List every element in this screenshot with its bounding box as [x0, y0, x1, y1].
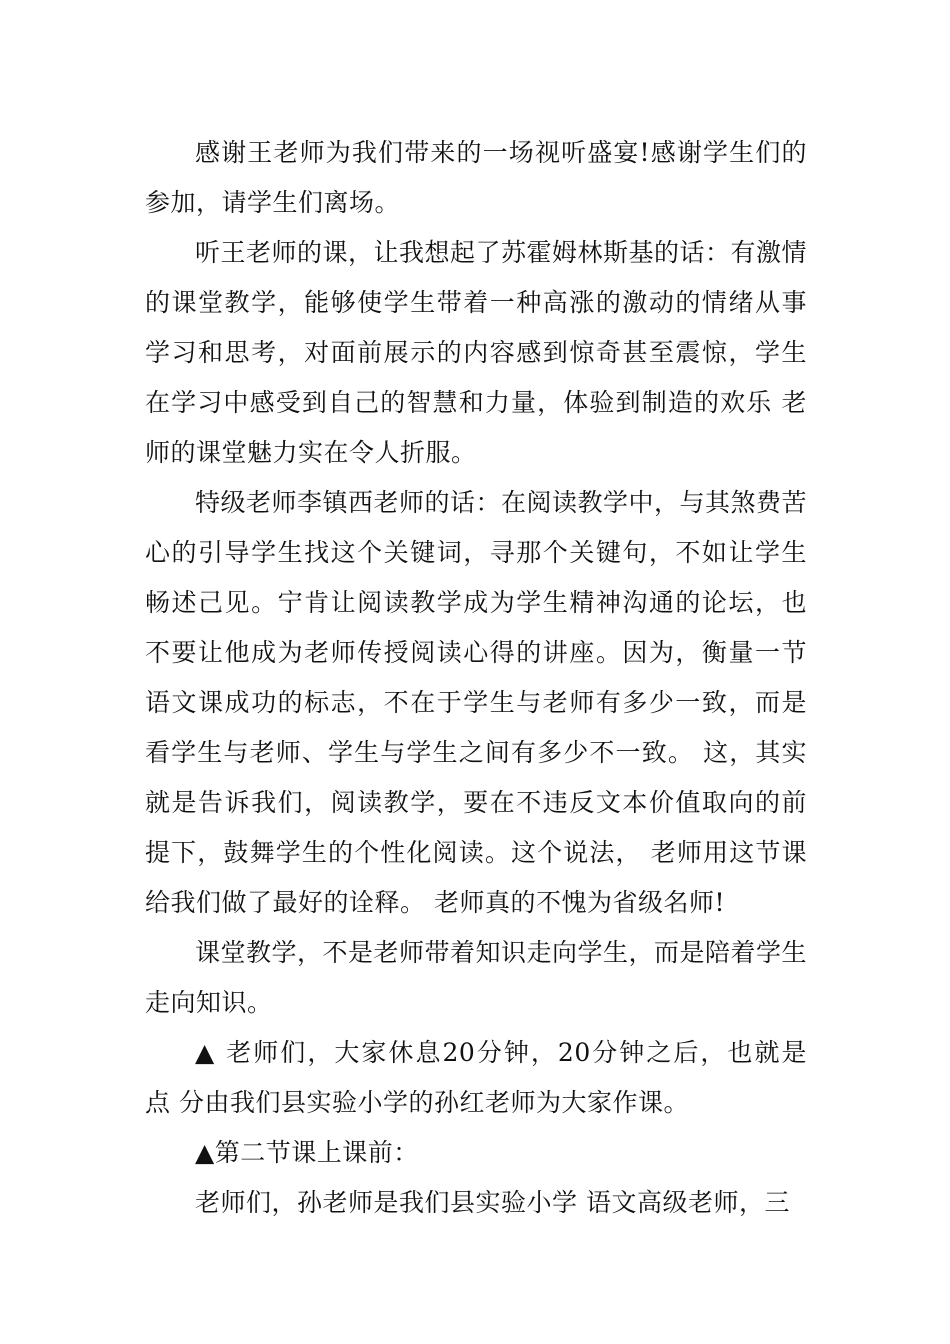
paragraph-sukhomlinsky-quote: 听王老师的课，让我想起了苏霍姆林斯基的话：有激情的课堂教学，能够使学生带着一种高涨的激动的情绪从事学习和思考，对面前展示的内容感到惊奇甚至震惊，学生在学习中感受到自己的智慧和力量，体验到制造的欢乐 老师的课堂魅力实在令人折服。: [145, 238, 808, 467]
paragraph-li-zhenxi-quote: 特级老师李镇西老师的话：在阅读教学中，与其煞费苦心的引导学生找这个关键词，寻那个关键句，不如让学生畅述己见。宁肯让阅读教学成为学生精神沟通的论坛，也不要让他成为老师传授阅读心得的讲座。因为，衡量一节语文课成功的标志，不在于学生与老师有多少一致，而是看学生与老师、学生与学生之间有多少不一致。 这，其实就是告诉我们，阅读教学，要在不违反文本价值取向的前提下，鼓舞学生的个性化阅读。这个说法， 老师用这节课给我们做了最好的诠释。 老师真的不愧为省级名师!: [145, 488, 808, 917]
document-body: [145, 128, 807, 1228]
paragraph-break-announcement: ▲ 老师们，大家休息20分钟，20分钟之后，也就是 点 分由我们县实验小学的孙红老师为大家作课。: [145, 1038, 807, 1117]
paragraph-teacher-intro: 老师们，孙老师是我们县实验小学 语文高级老师，三: [195, 1188, 790, 1217]
paragraph-classroom-teaching: 课堂教学，不是老师带着知识走向学生，而是陪着学生走向知识。: [145, 938, 808, 1017]
paragraph-thanks: 感谢王老师为我们带来的一场视听盛宴!感谢学生们的参加，请学生们离场。: [145, 138, 807, 217]
paragraph-second-lesson-heading: ▲第二节课上课前：: [195, 1138, 419, 1167]
